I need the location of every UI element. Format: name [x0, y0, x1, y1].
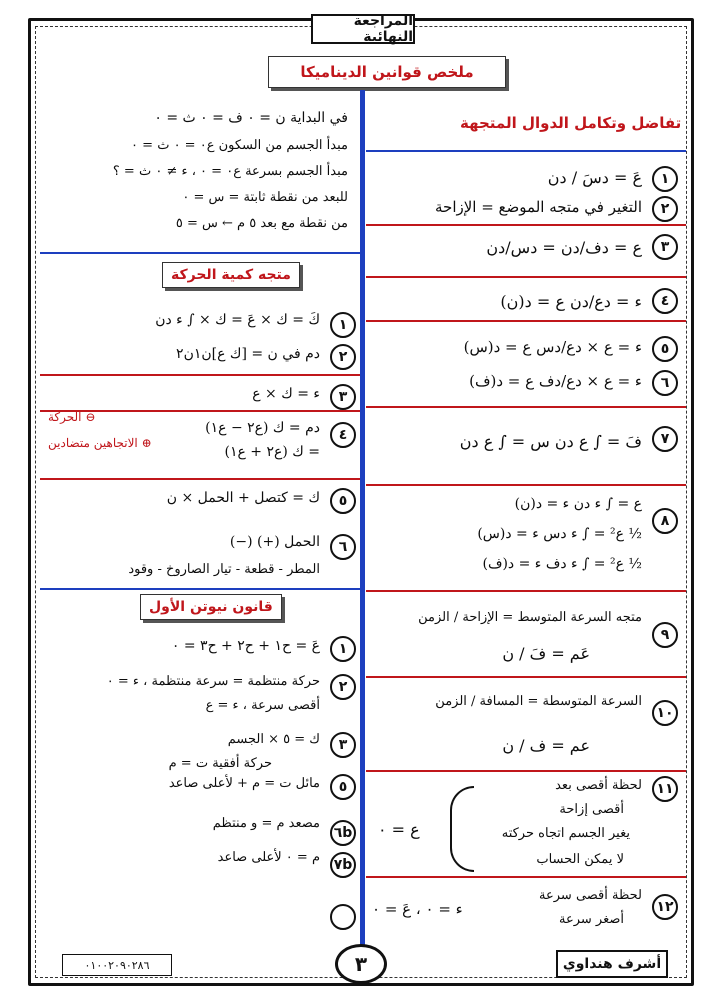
divider — [366, 224, 686, 226]
item-number-5: ٦b — [330, 820, 356, 846]
note-12a: لحظة أقصى سرعة — [539, 888, 642, 903]
formula-3: ع = دف/دن = دس/دن — [486, 238, 642, 257]
divider — [40, 252, 360, 254]
item-number-2: ٢ — [652, 196, 678, 222]
formula-9: متجه السرعة المتوسط = الإزاحة / الزمن — [418, 610, 642, 625]
divider — [366, 676, 686, 678]
item-number-7: ٧ — [652, 426, 678, 452]
right-section-title: تفاضل وتكامل الدوال المتجهة — [460, 114, 682, 132]
note-opposite: ⊕ الاتجاهين متضادين — [48, 436, 152, 450]
newton-formula-6: م = ٠ لأعلى صاعد — [217, 850, 320, 865]
item-number-4: ٤ — [330, 422, 356, 448]
note-11d: لا يمكن الحساب — [536, 852, 624, 867]
item-number-2: ٢ — [330, 674, 356, 700]
newton-formula-2: حركة منتظمة = سرعة منتظمة ، ء = ٠ — [106, 674, 320, 689]
newton-formula-3b: حركة أفقية ت = م — [168, 756, 272, 771]
formula-6: ء = ع × دع/دف ع = د(ف) — [469, 372, 642, 390]
divider — [40, 374, 360, 376]
item-number-6: ٦ — [330, 534, 356, 560]
momentum-formula-6: الحمل (+) (−) — [229, 534, 320, 550]
divider — [366, 320, 686, 322]
item-number-11: ١١ — [652, 776, 678, 802]
divider — [366, 276, 686, 278]
formula-displacement: التغير في متجه الموضع = الإزاحة — [435, 198, 642, 216]
item-number-5: ٥ — [652, 336, 678, 362]
phone-number: ٠١٠٠٢٠٩٠٢٨٦ — [62, 954, 172, 976]
item-number-3: ٣ — [330, 732, 356, 758]
item-number-2: ٢ — [330, 344, 356, 370]
momentum-formula-4b: = ك (ع٢ + ع١) — [224, 444, 320, 460]
initial-conditions-3: مبدأ الجسم بسرعة ع٠ = ٠ ، ء ≠ ٠ ث = ؟ — [112, 164, 348, 179]
momentum-formula-2: دم في ن = [ك ع]ن١ن٢ — [176, 346, 320, 362]
item-number-6: ٧b — [330, 852, 356, 878]
item-number-1: ١ — [652, 166, 678, 192]
note-12b: أصغر سرعة — [558, 912, 624, 927]
momentum-title: متجه كمية الحركة — [162, 262, 300, 288]
item-number-9: ٩ — [652, 622, 678, 648]
initial-conditions-2: مبدأ الجسم من السكون ع٠ = ٠ ث = ٠ — [131, 138, 348, 153]
item-number-4: ٥ — [330, 774, 356, 800]
column-divider — [360, 90, 365, 950]
divider — [366, 150, 686, 152]
initial-conditions-1: في البداية ن = ٠ ف = ٠ ث = ٠ — [154, 110, 348, 126]
newton-formula-5: مصعد م = و منتظم — [212, 816, 320, 831]
item-number-10: ١٠ — [652, 700, 678, 726]
note-direction: ⊖ الحركة — [48, 410, 96, 424]
newton-title: قانون نيوتن الأول — [140, 594, 282, 620]
item-number-8: ٨ — [652, 508, 678, 534]
note-11c: يغير الجسم اتجاه حركته — [501, 826, 630, 841]
item-number-6: ٦ — [652, 370, 678, 396]
momentum-formula-3: ء = ك × ع — [252, 386, 320, 402]
item-number-1: ١ — [330, 312, 356, 338]
item-number-7 — [330, 904, 356, 930]
page-title: ملخص قوانين الديناميكا — [268, 56, 506, 88]
divider — [366, 770, 686, 772]
formula-11: ع = ٠ — [378, 820, 420, 839]
page-number: ٣ — [335, 944, 387, 984]
momentum-formula-5: ك = كتصل + الحمل × ن — [166, 490, 320, 506]
newton-formula-3: ك = ٥ × الجسم — [227, 732, 320, 747]
header-tab: المراجعة النهائية — [311, 14, 415, 44]
formula-velocity: عَ = دسَ / دن — [547, 168, 642, 187]
divider — [366, 590, 686, 592]
formula-9b: عَم = فَ / ن — [502, 644, 590, 663]
formula-7: فَ = ∫ ع دن س = ∫ ع دن — [459, 432, 642, 451]
initial-conditions-5: من نقطة مع بعد ٥ م ← س = ٥ — [175, 216, 348, 231]
formula-10b: عم = ف / ن — [502, 736, 590, 755]
formula-4: ء = دع/دن ع = د(ن) — [500, 292, 642, 311]
formula-8c: ½ ع² = ∫ ء دف ء = د(ف) — [482, 556, 642, 572]
newton-formula-2b: أقصى سرعة ، ء = ع — [205, 698, 320, 713]
bracket — [450, 786, 474, 872]
momentum-formula-6b: المطر - قطعة - تيار الصاروخ - وقود — [128, 562, 320, 577]
newton-formula-1: عَ = ح١ + ح٢ + ح٣ = ٠ — [171, 638, 320, 654]
initial-conditions-4: للبعد من نقطة ثابتة = س = ٠ — [182, 190, 348, 205]
note-11a: لحظة أقصى بعد — [555, 778, 642, 793]
momentum-formula-1: كَ = ك × عَ = ك × ∫ ء دن — [155, 312, 320, 328]
newton-formula-4: مائل ت = م + لأعلى صاعد — [168, 776, 320, 791]
formula-10: السرعة المتوسطة = المسافة / الزمن — [435, 694, 642, 709]
divider — [40, 478, 360, 480]
item-number-1: ١ — [330, 636, 356, 662]
formula-8: ع = ∫ ء دن ء = د(ن) — [514, 496, 642, 512]
note-11b: أقصى إزاحة — [559, 802, 624, 817]
item-number-5: ٥ — [330, 488, 356, 514]
divider — [40, 588, 360, 590]
formula-8b: ½ ع² = ∫ ء دس ء = د(س) — [477, 526, 642, 542]
item-number-3: ٣ — [652, 234, 678, 260]
item-number-4: ٤ — [652, 288, 678, 314]
author-name: أشرف هنداوي — [556, 950, 668, 978]
item-number-12: ١٢ — [652, 894, 678, 920]
formula-5: ء = ع × دع/دس ع = د(س) — [463, 338, 642, 356]
divider — [366, 406, 686, 408]
divider — [366, 484, 686, 486]
momentum-formula-4: دم = ك (ع٢ − ع١) — [205, 420, 320, 436]
item-number-3: ٣ — [330, 384, 356, 410]
divider — [366, 876, 686, 878]
formula-12: ء = ٠ ، عَ = ٠ — [372, 900, 463, 918]
